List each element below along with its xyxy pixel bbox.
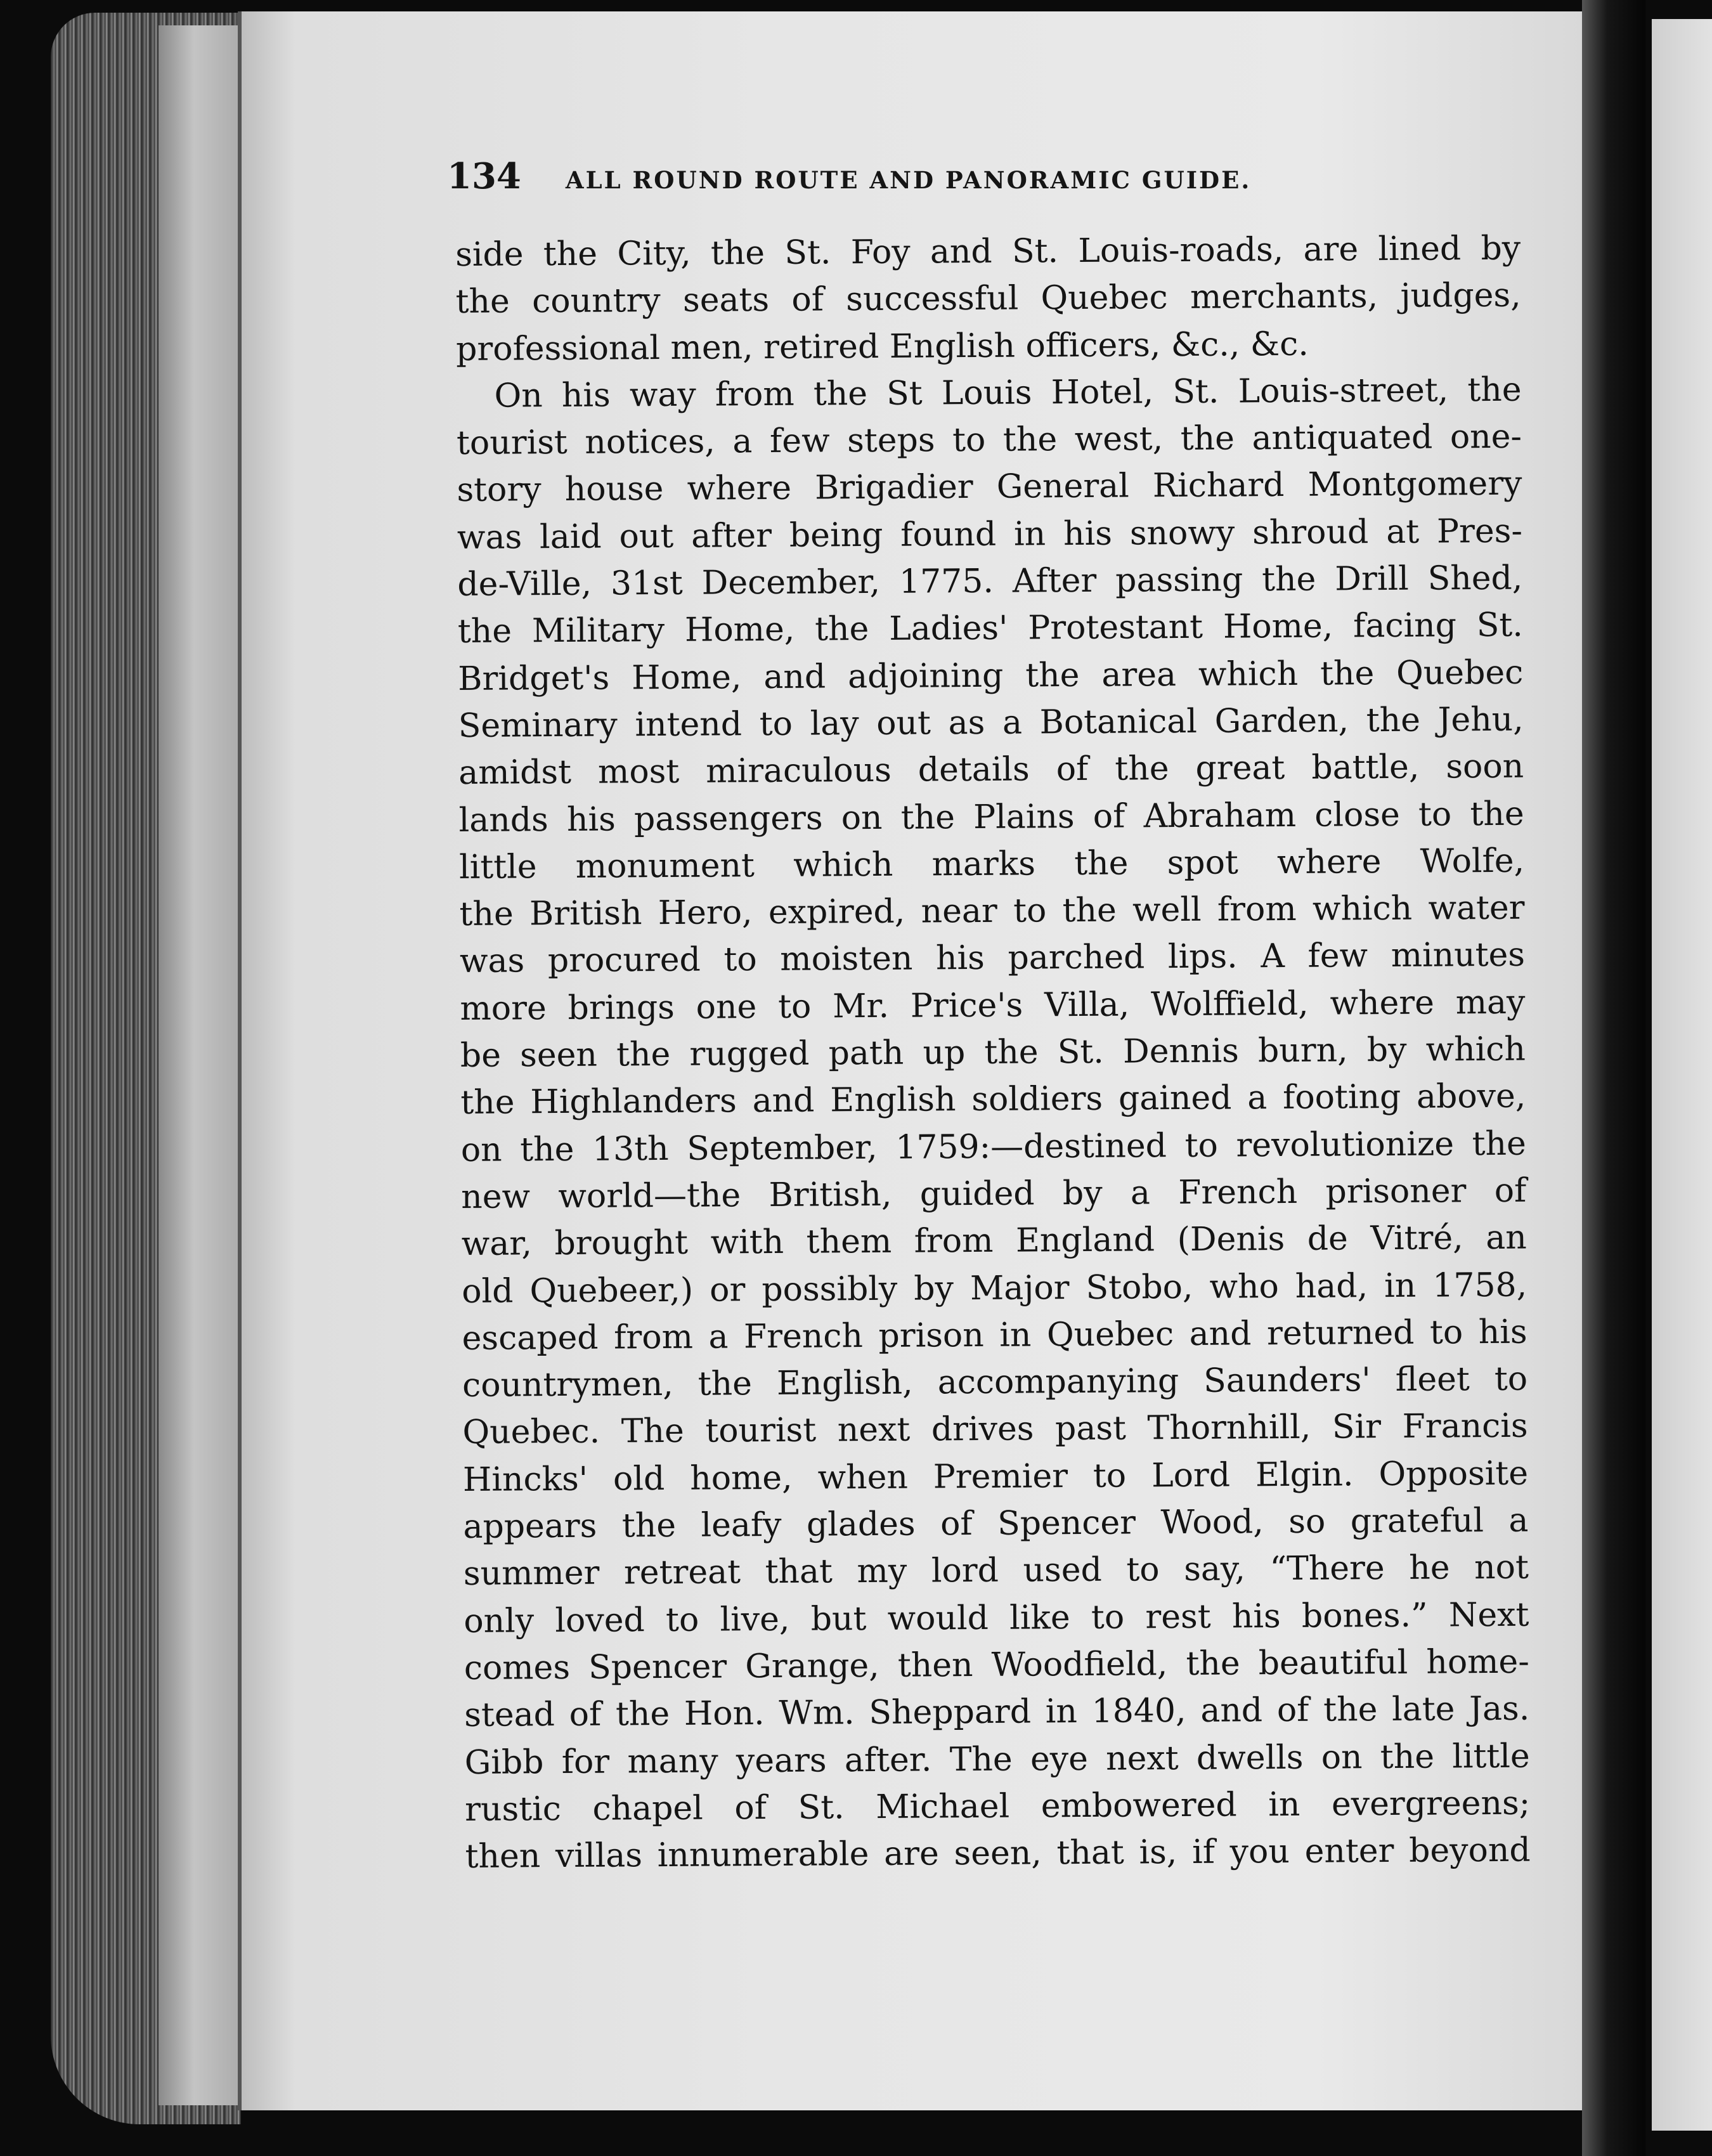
text-line: be seen the rugged path up the St. Dennis burn, by which bbox=[460, 1030, 1526, 1075]
text-line: Seminary intend to lay out as a Botanical Garden, the Jehu, bbox=[458, 700, 1524, 745]
body-text bbox=[455, 225, 1531, 1881]
text-line: was laid out after being found in his snowy shroud at Pres- bbox=[457, 512, 1523, 557]
running-title: ALL ROUND ROUTE AND PANORAMIC GUIDE. bbox=[565, 166, 1252, 194]
text-line: only loved to live, but would like to rest his bones.” Next bbox=[464, 1595, 1529, 1640]
text-line: stead of the Hon. Wm. Sheppard in 1840, and of the late Jas. bbox=[464, 1689, 1530, 1735]
text-line: de-Ville, 31st December, 1775. After passing the Drill Shed, bbox=[457, 559, 1523, 604]
text-line: new world—the British, guided by a French prisoner of bbox=[461, 1171, 1527, 1216]
facing-page-edge bbox=[1652, 19, 1712, 2131]
text-line: more brings one to Mr. Price's Villa, Wolffield, where may bbox=[460, 983, 1526, 1028]
text-line: then villas innumerable are seen, that is, if you enter beyond bbox=[465, 1831, 1531, 1876]
text-line: on the 13th September, 1759:—destined to revolutionize the bbox=[460, 1124, 1527, 1169]
book-page-edge-highlight bbox=[159, 25, 247, 2105]
text-line: story house where Brigadier General Richard Montgomery bbox=[457, 465, 1522, 510]
text-line: rustic chapel of St. Michael embowered in evergreens; bbox=[465, 1784, 1531, 1829]
text-line: Quebec. The tourist next drives past Thornhill, Sir Francis bbox=[462, 1407, 1528, 1452]
text-line: war, brought with them from England (Denis de Vitré, an bbox=[461, 1218, 1527, 1264]
text-line: tourist notices, a few steps to the west, the antiquated one- bbox=[456, 417, 1522, 463]
text-line: Hincks' old home, when Premier to Lord Elgin. Opposite bbox=[462, 1454, 1529, 1499]
text-line: Gibb for many years after. The eye next dwells on the little bbox=[464, 1737, 1530, 1782]
text-line: the Highlanders and English soldiers gained a footing above, bbox=[460, 1077, 1526, 1122]
text-line: Bridget's Home, and adjoining the area which the Quebec bbox=[458, 653, 1524, 698]
text-line: summer retreat that my lord used to say, “There he not bbox=[463, 1549, 1529, 1594]
running-head bbox=[447, 155, 1398, 212]
text-line: old Quebeer,) or possibly by Major Stobo, who had, in 1758, bbox=[462, 1266, 1527, 1311]
text-line: little monument which marks the spot where Wolfe, bbox=[458, 841, 1525, 886]
page-number: 134 bbox=[447, 155, 521, 197]
text-line: the Military Home, the Ladies' Protestant Home, facing St. bbox=[457, 606, 1524, 651]
text-line: was procured to moisten his parched lips. A few minutes bbox=[459, 936, 1526, 981]
text-line: the British Hero, expired, near to the well from which water bbox=[459, 888, 1525, 934]
text-line: countrymen, the English, accompanying Saunders' fleet to bbox=[462, 1360, 1528, 1405]
text-line: the country seats of successful Quebec merchants, judges, bbox=[455, 276, 1521, 321]
text-line: lands his passengers on the Plains of Abraham close to the bbox=[458, 795, 1524, 840]
text-line: On his way from the St Louis Hotel, St. Louis-street, the bbox=[494, 370, 1522, 415]
text-line: professional men, retired English officers, &c., &c. bbox=[455, 325, 1309, 368]
text-line: appears the leafy glades of Spencer Wood, so grateful a bbox=[463, 1501, 1529, 1546]
book-gutter bbox=[1582, 0, 1645, 2156]
text-line: escaped from a French prison in Quebec and returned to his bbox=[462, 1313, 1527, 1358]
text-line: comes Spencer Grange, then Woodfield, the beautiful home- bbox=[464, 1642, 1529, 1687]
text-line: amidst most miraculous details of the great battle, soon bbox=[458, 747, 1524, 793]
text-line: side the City, the St. Foy and St. Louis-roads, are lined by bbox=[455, 229, 1521, 274]
